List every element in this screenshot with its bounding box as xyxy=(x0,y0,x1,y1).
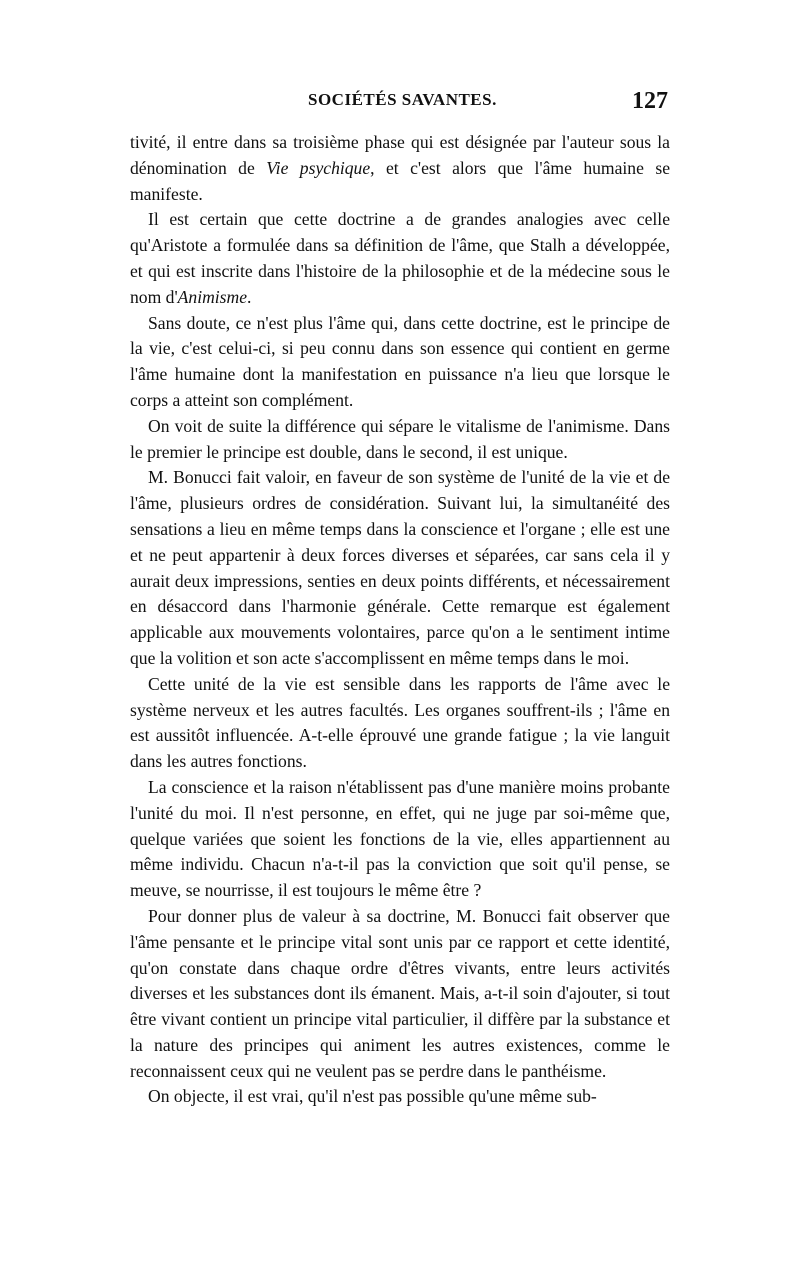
paragraph xyxy=(130,775,670,904)
paragraph xyxy=(130,207,670,310)
italic-term: Vie psychique xyxy=(266,157,371,178)
paragraph xyxy=(130,904,670,1085)
paragraph xyxy=(130,672,670,775)
text-run: Cette unité de la vie est sensible dans les rapports de l'âme avec le système nerveux et les autres facultés. Les organes souffrent-ils ; l'âme en est aussitôt influencée. A-t-elle éprouvé une grande fatigue ; la vie languit dans les autres fonctions. xyxy=(130,673,670,772)
paragraph xyxy=(130,130,670,207)
text-run: La conscience et la raison n'établissent pas d'une manière moins probante l'unité du moi. Il n'est personne, en effet, qui ne juge par soi-même que, quelque variées que soient les fonctions de la vie, elles appartiennent au même individu. Chacun n'a-t-il pas la conviction que soit qu'il pense, se meuve, se nourrisse, il est toujours le même être ? xyxy=(130,776,670,901)
paragraph xyxy=(130,414,670,466)
text-run: Sans doute, ce n'est plus l'âme qui, dans cette doctrine, est le principe de la vie, c'est celui-ci, si peu connu dans son essence qui contient en germe l'âme humaine dont la manifestation en puissance n'a lieu que lorsque le corps a atteint son complément. xyxy=(130,312,670,410)
page-number: 127 xyxy=(632,88,668,114)
text-run: On voit de suite la différence qui sépare le vitalisme de l'animisme. Dans le premier le principe est double, dans le second, il est unique. xyxy=(130,415,670,462)
text-run: Pour donner plus de valeur à sa doctrine, M. Bonucci fait observer que l'âme pensante et le principe vital sont unis par ce rapport et cette identité, qu'on constate dans chaque ordre d'êtres vivants, entre leurs activités diverses et les substances dont ils émanent. Mais, a-t-il soin d'ajouter, si tout être vivant contient un principe vital particulier, il diffère par la substance et la nature des principes qui animent les autres existences, comme le reconnaissent ceux qui ne veulent pas se perdre dans le panthéisme. xyxy=(130,905,670,1081)
text-run: , et c'est alors que l'âme humaine se manifeste. xyxy=(130,157,671,204)
text-run: tivité, il entre dans sa troisième phase qui est désignée par l'auteur sous la dénomination de xyxy=(130,132,670,178)
text-run: Il est certain que cette doctrine a de grandes analogies avec celle qu'Aristote a formulée dans sa définition de l'âme, que Stalh a développée, et qui est inscrite dans l'histoire de la philosophie et de la médecine sous le nom d' xyxy=(130,209,670,307)
paragraph xyxy=(130,311,670,414)
running-head xyxy=(130,88,670,124)
italic-term: Animisme xyxy=(177,286,248,307)
text-run: On objecte, il est vrai, qu'il n'est pas possible qu'une même sub- xyxy=(148,1086,597,1107)
paragraph xyxy=(130,465,670,671)
body-text xyxy=(130,130,670,1110)
paragraph xyxy=(130,1084,670,1110)
book-page xyxy=(130,88,670,1110)
text-run: . xyxy=(247,286,252,307)
running-title: SOCIÉTÉS SAVANTES. xyxy=(308,90,497,109)
text-run: M. Bonucci fait valoir, en faveur de son système de l'unité de la vie et de l'âme, plusieurs ordres de considération. Suivant lui, la simultanéité des sensations a lieu en même temps dans la conscience et l'organe ; elle est une et ne peut appartenir à deux forces diverses et séparées, car sans cela il y aurait deux impressions, senties en deux points différents, et nécessairement en désaccord dans l'harmonie générale. Cette remarque est également applicable aux mouvements volontaires, parce qu'on a le sentiment intime que la volition et son acte s'accomplissent en même temps dans le moi. xyxy=(130,467,670,668)
